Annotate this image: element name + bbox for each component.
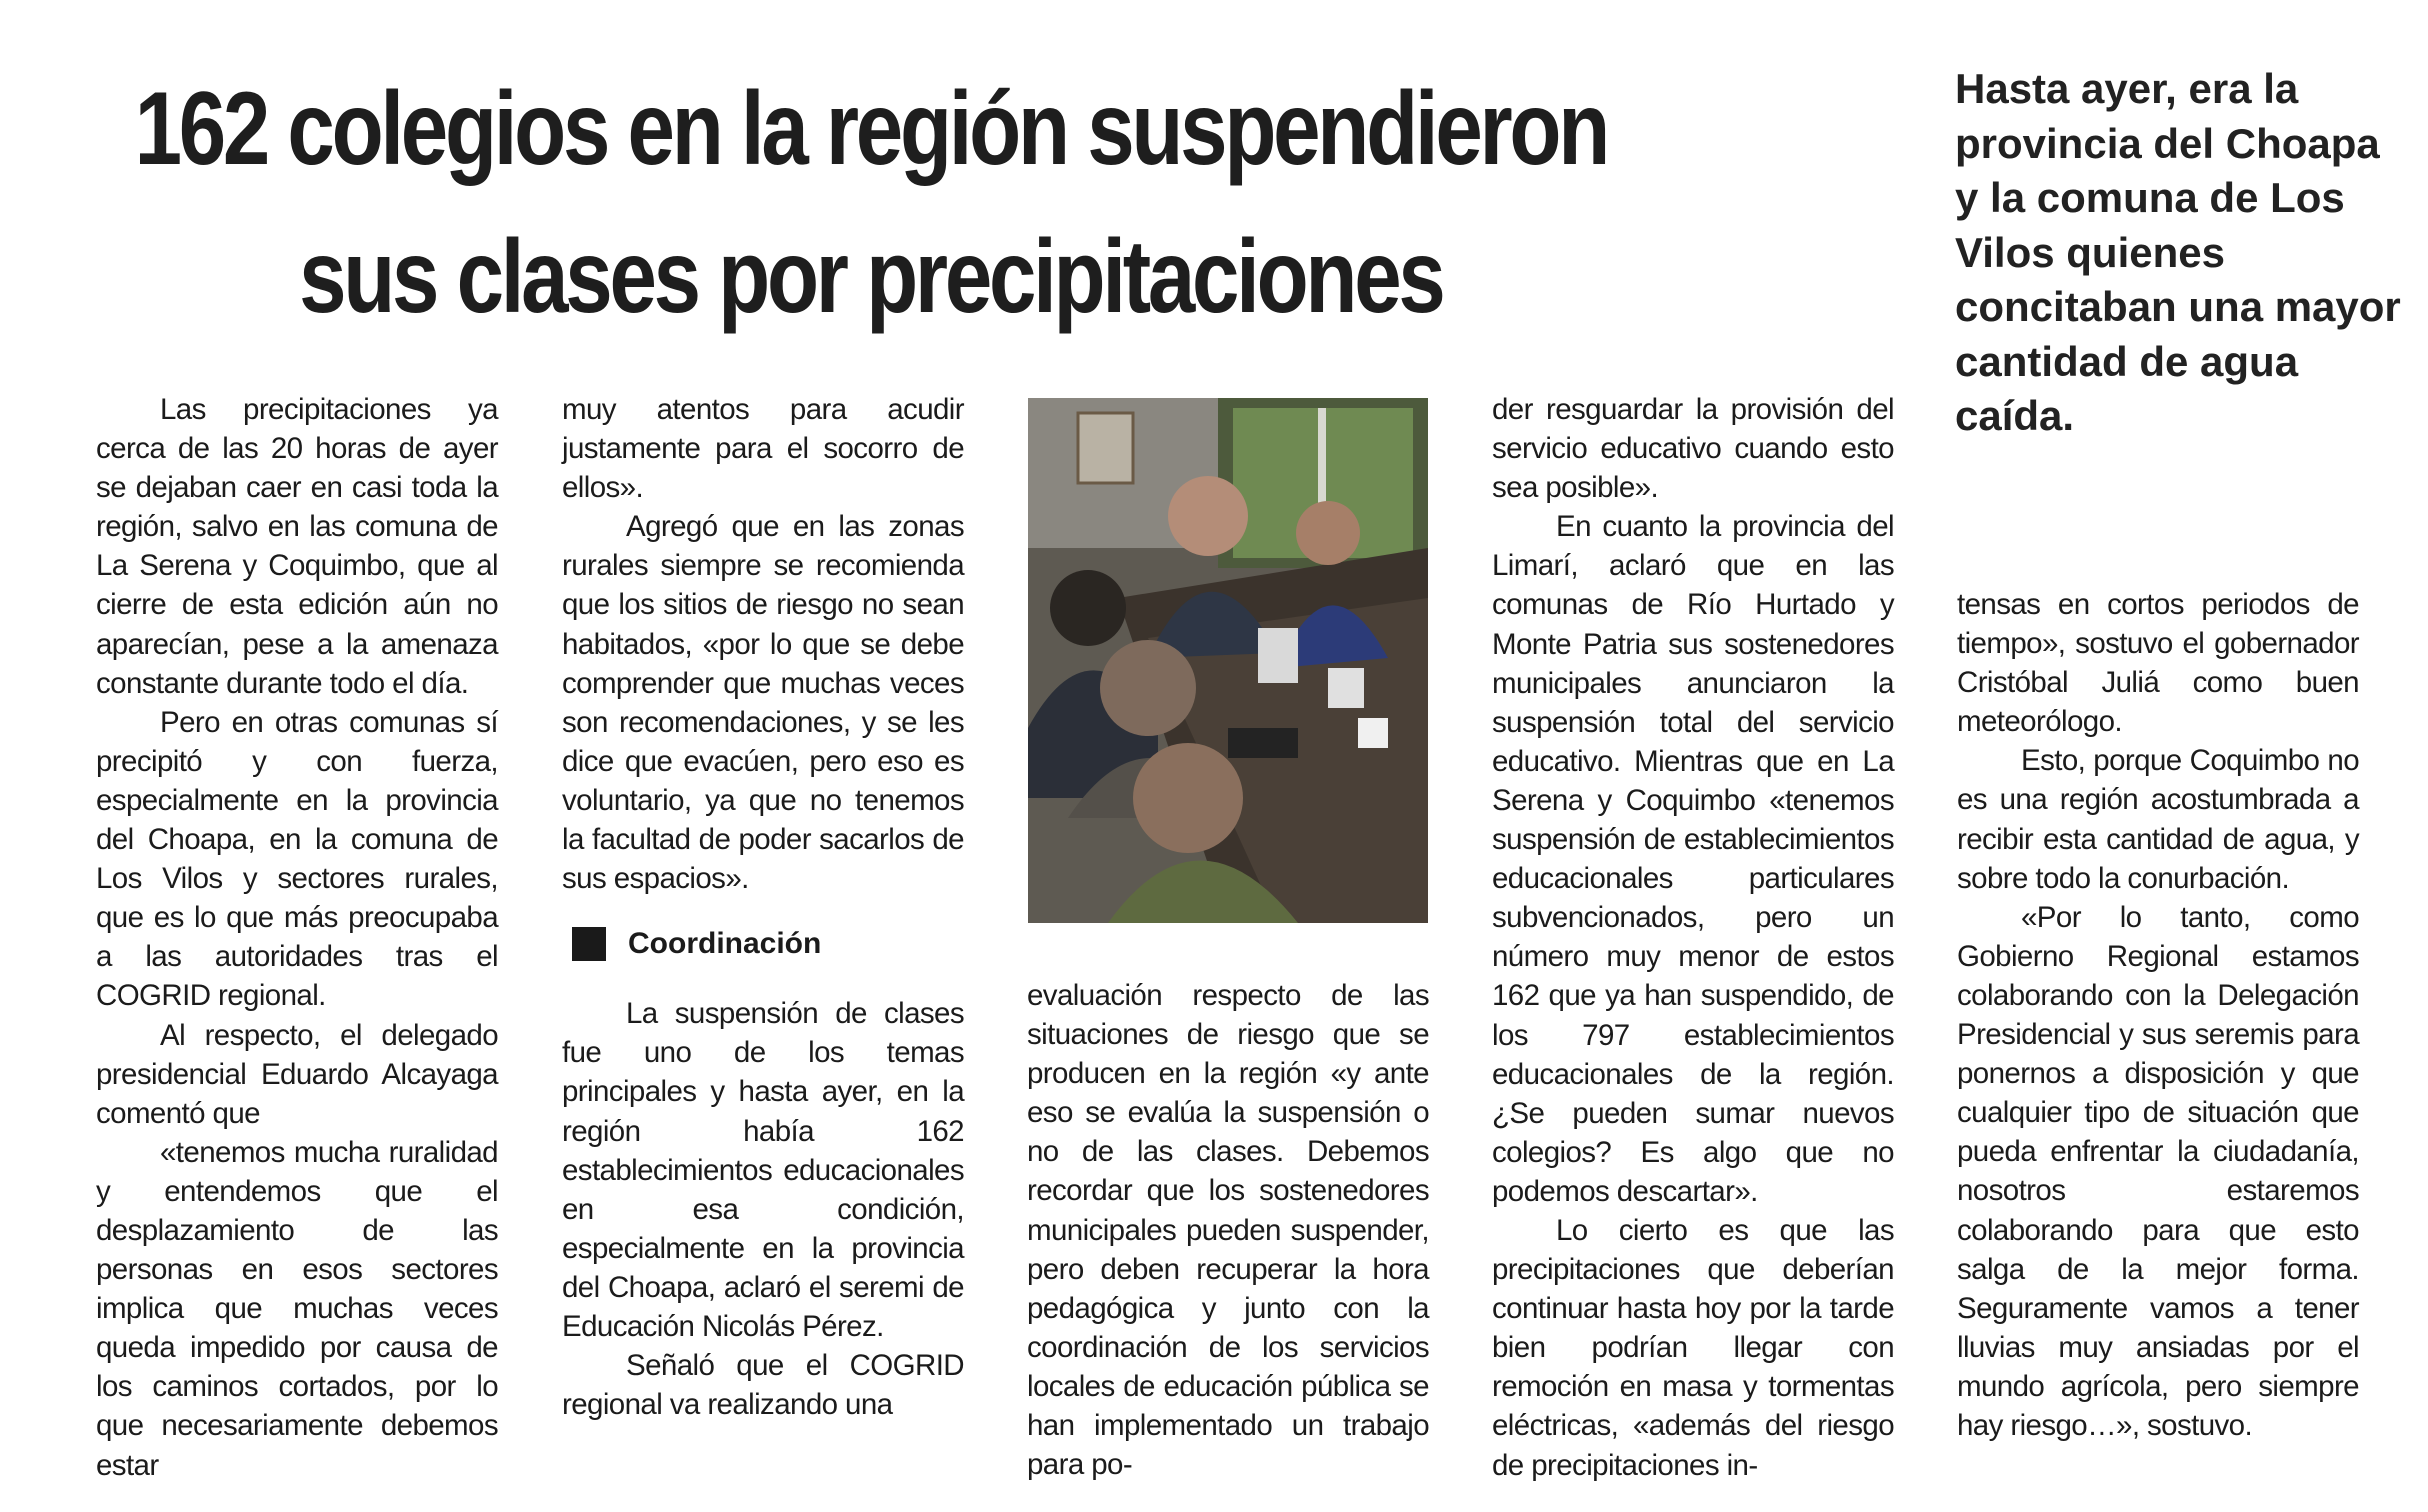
paragraph: «Por lo tanto, como Gobierno Regional estamos colaborando con la Delegación Presidencial y sus seremis para ponernos a disposición y que cualquier tipo de situación que pueda enfrentar la ciudadanía, nosotros estaremos colaborando para que esto salga de la mejor forma. Seguramente vamos a tener lluvias muy ansiadas por el mundo agrícola, pero siempre hay riesgo…», sostuvo. (1957, 900, 2359, 1442)
headline-line-2: sus clases por precipitaciones (299, 219, 1443, 335)
paragraph: Al respecto, el delegado presidencial Eduardo Alcayaga comentó que (96, 1018, 498, 1130)
paragraph: Esto, porque Coquimbo no es una región acostumbrada a recibir esta cantidad de agua, y sobre todo la conurbación. (1957, 744, 2359, 895)
paragraph: Pero en otras comunas sí precipitó y con fuerza, especialmente en la provincia del Choapa, en la comuna de Los Vilos y sectores rurales, que es lo que más preocupaba a las autoridades tras el COGRID regional. (96, 705, 498, 1013)
paragraph: En cuanto la provincia del Limarí, aclaró que en las comunas de Río Hurtado y Monte Patria sus sostenedores municipales anunciaron la suspensión total del servicio educativo. Mientras que en La Serena y Coquimbo «tenemos suspensión de establecimientos educacionales particulares subvencionados, pero un número muy menor de estos 162 que ya han suspendido, de los 797 establecimientos educacionales de la región. ¿Se pueden sumar nuevos colegios? Es algo que no podemos descartar». (1492, 510, 1894, 1208)
paragraph: tensas en cortos periodos de tiempo», sostuvo el gobernador Cristóbal Juliá como buen meteorólogo. (1957, 588, 2359, 739)
headline-line-1: 162 colegios en la región suspendieron (134, 71, 1608, 187)
headline (100, 55, 1642, 351)
paragraph: der resguardar la provisión del servicio educativo cuando esto sea posible». (1492, 393, 1894, 505)
meeting-photo (1028, 398, 1428, 923)
paragraph: Lo cierto es que las precipitaciones que deberían continuar hasta hoy por la tarde bien podrían llegar con remoción en masa y tormentas eléctricas, «además del riesgo de precipitaciones in- (1492, 1213, 1894, 1482)
lede: Hasta ayer, era la provincia del Choapa y la comuna de Los Vilos quienes concitaban una mayor cantidad de agua caída. (1955, 65, 2401, 439)
paragraph: Las precipitaciones ya cerca de las 20 horas de ayer se dejaban caer en casi toda la región, salvo en las comuna de La Serena y Coquimbo, que al cierre de esta edición aún no aparecían, pese a la amenaza constante durante todo el día. (96, 393, 498, 700)
column-2 (562, 390, 964, 1424)
column-5 (1957, 585, 2359, 1445)
section-square-icon (572, 927, 606, 961)
section-title: Coordinación (628, 927, 822, 961)
paragraph: evaluación respecto de las situaciones de riesgo que se producen en la región «y ante eso se evalúa la suspensión o no de las clases. Debemos recordar que los sostenedores municipales pueden suspender, pero deben recuperar la hora pedagógica y junto con la coordinación de los servicios locales de educación pública se han implementado un trabajo para po- (1027, 979, 1429, 1482)
paragraph: muy atentos para acudir justamente para el socorro de ellos». (562, 393, 964, 505)
column-1 (96, 390, 498, 1485)
column-3 (1027, 976, 1429, 1484)
paragraph: La suspensión de clases fue uno de los temas principales y hasta ayer, en la región había 162 establecimientos educacionales en esa condición, especialmente en la provincia del Choapa, aclaró el seremi de Educación Nicolás Pérez. (562, 997, 964, 1343)
paragraph: Señaló que el COGRID regional va realizando una (562, 1349, 964, 1422)
paragraph: «tenemos mucha ruralidad y entendemos que el desplazamiento de las personas en esos sectores implica que muchas veces queda impedido por causa de los caminos cortados, por lo que necesariamente debemos estar (96, 1135, 498, 1482)
paragraph: Agregó que en las zonas rurales siempre se recomienda que los sitios de riesgo no sean habitados, «por lo que se debe comprender que muchas veces son recomendaciones, y se les dice que evacúen, pero eso es voluntario, ya que no tenemos la facultad de poder sacarlos de sus espacios». (562, 510, 964, 896)
column-4 (1492, 390, 1894, 1485)
section-heading (572, 924, 964, 964)
